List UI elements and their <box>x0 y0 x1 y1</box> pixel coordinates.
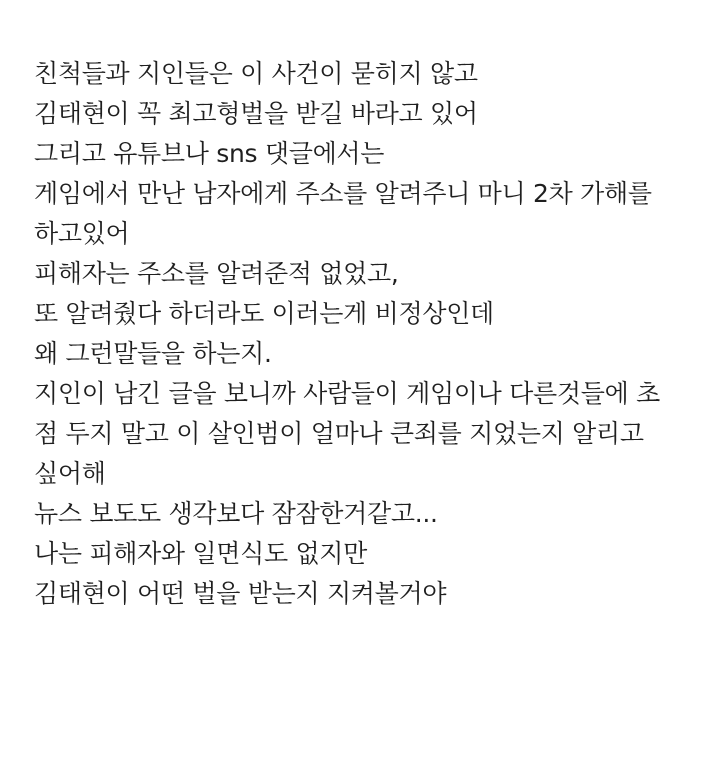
post-line: 나는 피해자와 일면식도 없지만 <box>34 539 367 568</box>
post-line: 게임에서 만난 남자에게 주소를 알려주니 마니 2차 가해를 <box>34 179 652 208</box>
post-line: 뉴스 보도도 생각보다 잠잠한거같고... <box>34 499 438 528</box>
post-line: 지인이 남긴 글을 보니까 사람들이 게임이나 다른것들에 초 <box>34 379 660 408</box>
post-line: 점 두지 말고 이 살인범이 얼마나 큰죄를 지었는지 알리고 <box>34 419 644 448</box>
post-line: 김태현이 어떤 벌을 받는지 지켜볼거야 <box>34 579 447 608</box>
post-body <box>34 54 706 614</box>
post-line: 친척들과 지인들은 이 사건이 묻히지 않고 <box>34 59 478 88</box>
post-line: 하고있어 <box>34 219 130 248</box>
post-line: 싶어해 <box>34 459 106 488</box>
post-line: 김태현이 꼭 최고형벌을 받길 바라고 있어 <box>34 99 478 128</box>
post-line: 피해자는 주소를 알려준적 없었고, <box>34 259 399 288</box>
post-line: 그리고 유튜브나 sns 댓글에서는 <box>34 139 385 168</box>
post-line: 왜 그런말들을 하는지. <box>34 339 272 368</box>
post-line: 또 알려줬다 하더라도 이러는게 비정상인데 <box>34 299 494 328</box>
